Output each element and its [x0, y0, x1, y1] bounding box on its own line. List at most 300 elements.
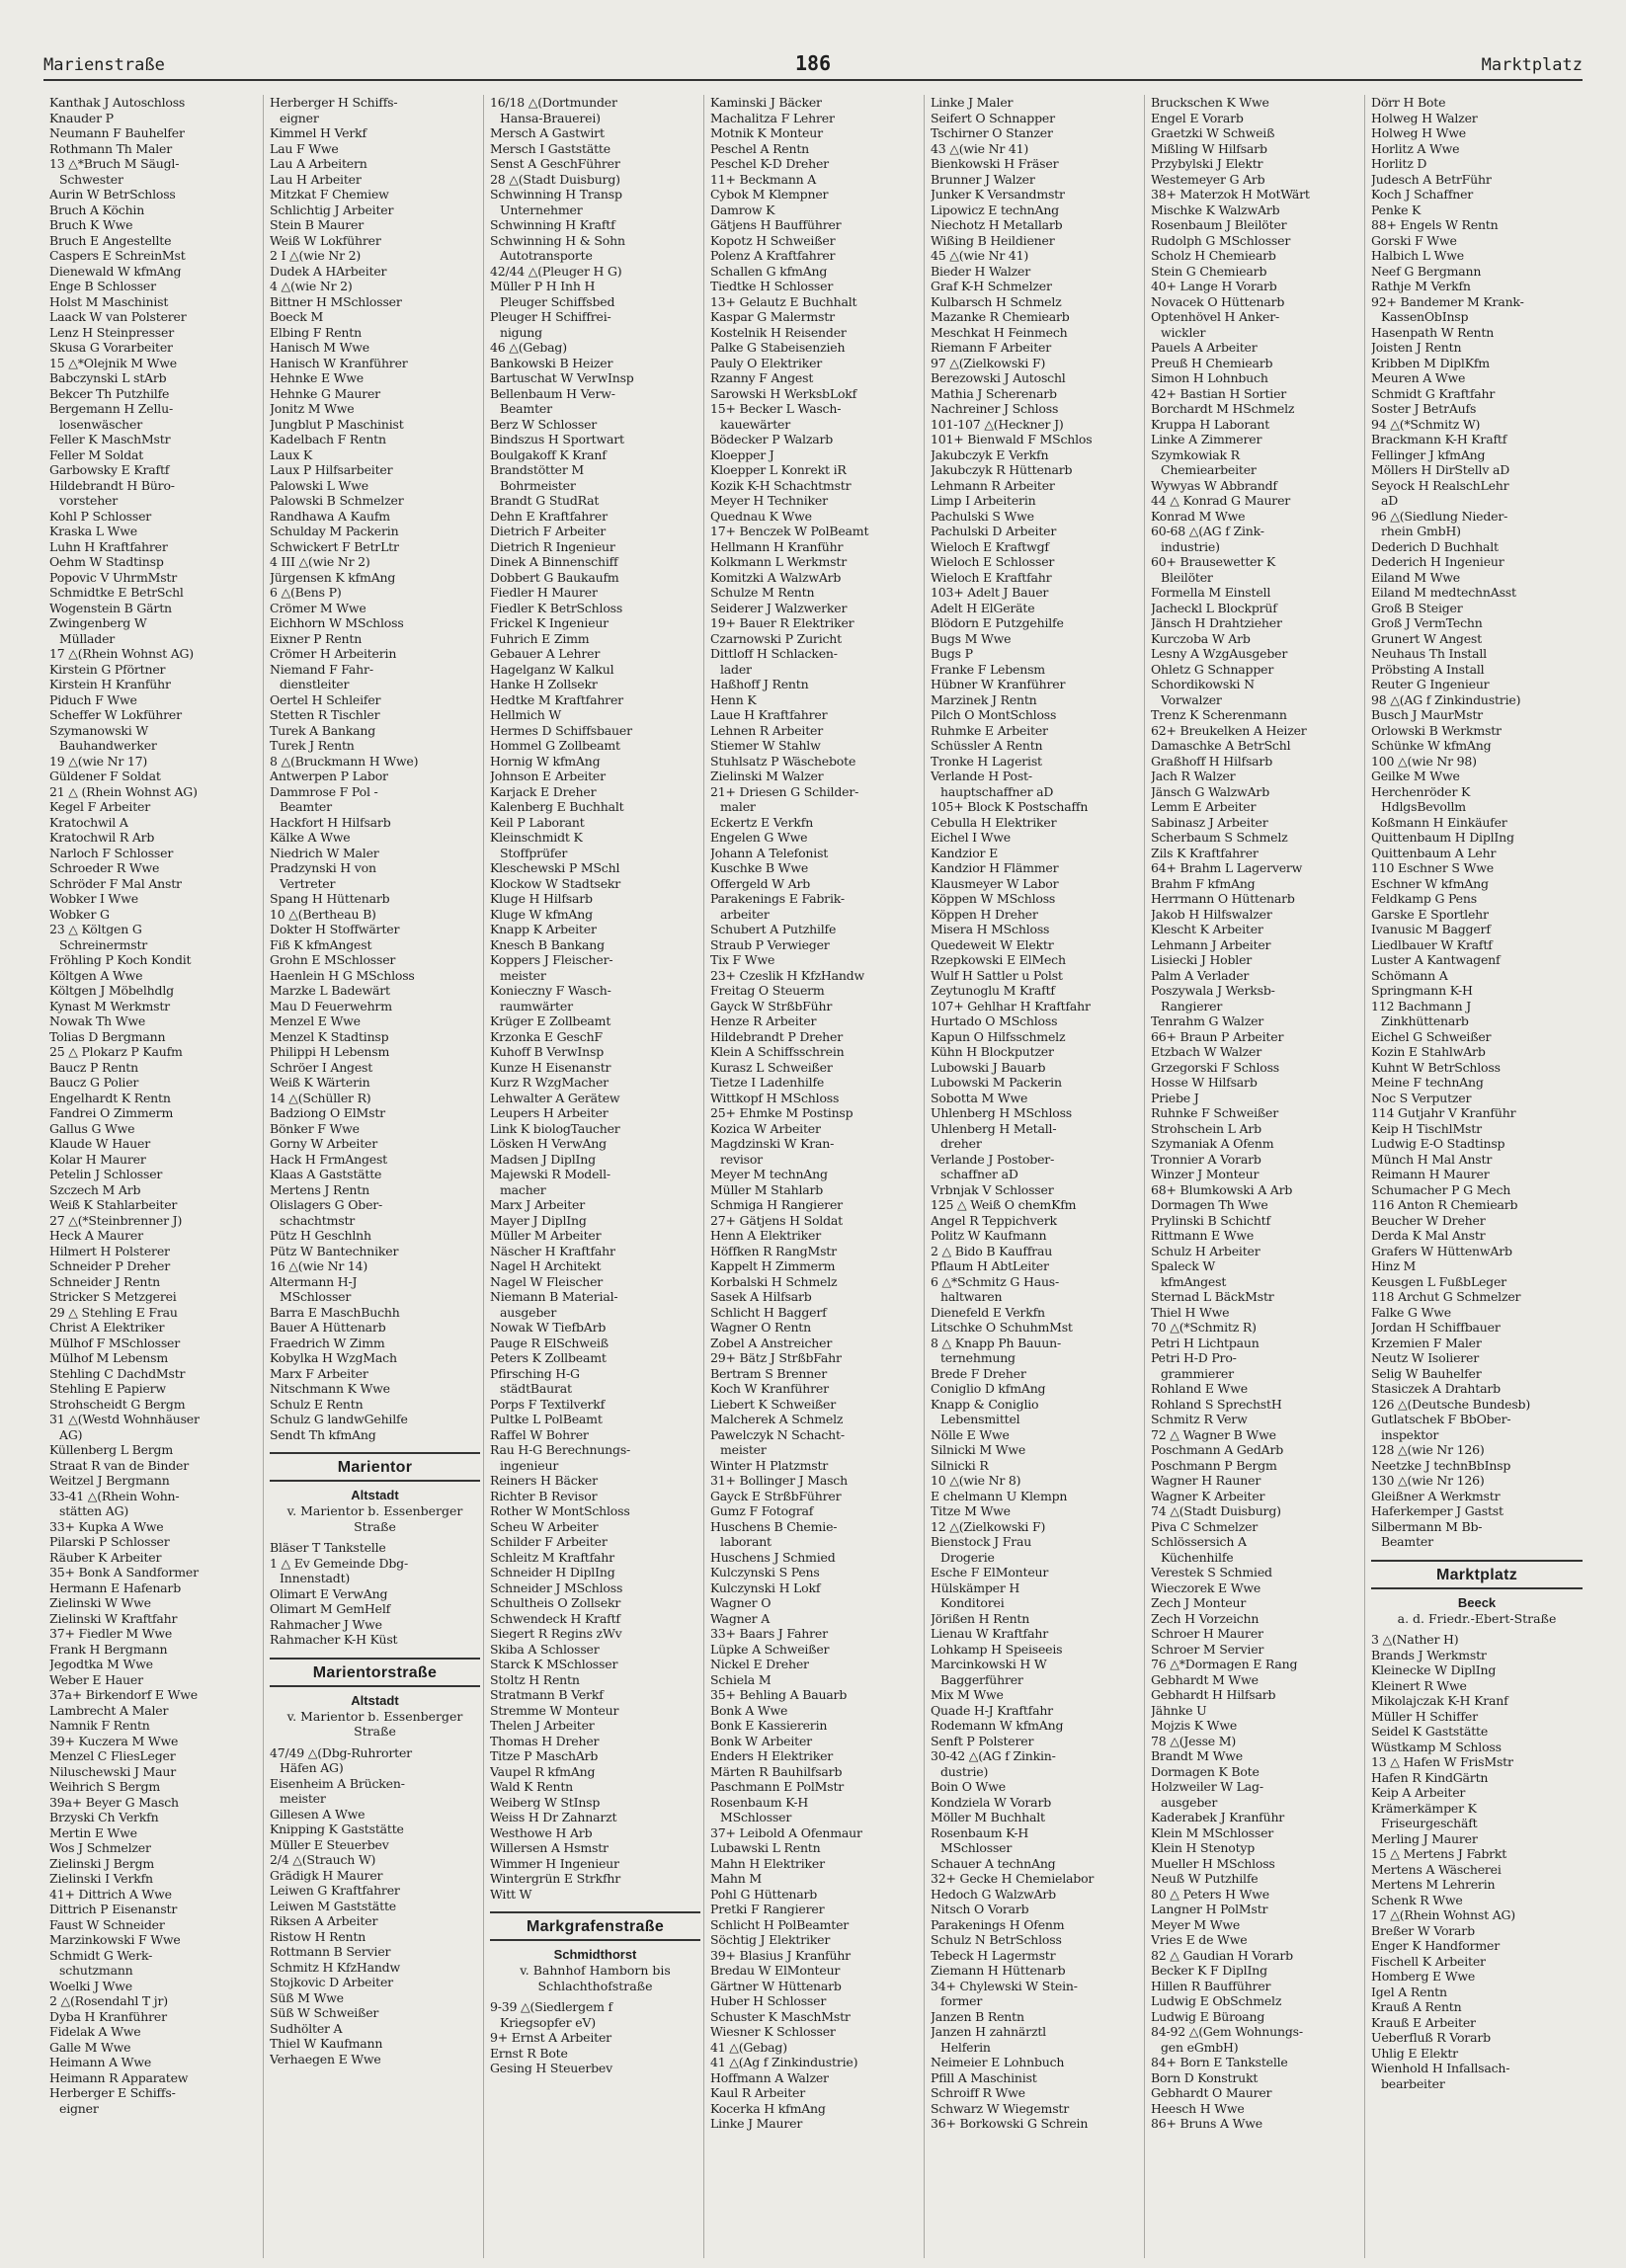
house-entry: 12 △(Zielkowski F) [931, 1518, 1046, 1534]
entry-continuation: nigung [500, 324, 542, 340]
resident-entry: Petri H-D Pro- [1151, 1350, 1237, 1365]
resident-entry: Schulz H Arbeiter [1151, 1243, 1260, 1258]
house-entry: 82 △ Gaudian H Vorarb [1151, 1947, 1293, 1963]
entry-continuation: Chemiearbeiter [1161, 462, 1257, 477]
entry-continuation: Küchenhilfe [1161, 1549, 1234, 1565]
resident-entry: Nitschmann K Wwe [270, 1381, 390, 1396]
resident-entry: Kunze H Eisenanstr [490, 1059, 611, 1075]
house-entry: 11+ Beckmann A [710, 171, 817, 187]
entry-continuation: bearbeiter [1381, 2075, 1445, 2091]
resident-entry: Eichel I Wwe [931, 830, 1011, 845]
resident-entry: Schroer H Maurer [1151, 1626, 1263, 1641]
resident-entry: Starck K MSchlosser [490, 1657, 618, 1671]
house-entry: 62+ Breukelken A Heizer [1151, 722, 1307, 738]
house-entry: 23+ Czeslik H KfzHandw [710, 967, 864, 983]
resident-entry: Hilmert H Polsterer [49, 1243, 170, 1258]
resident-entry: Brandstötter M [490, 462, 585, 477]
resident-entry: Crömer M Wwe [270, 600, 366, 615]
resident-entry: Süß W Schweißer [270, 2005, 379, 2020]
resident-entry: Mikolajczak K-H Kranf [1371, 1693, 1508, 1708]
house-entry: 103+ Adelt J Bauer [931, 585, 1049, 600]
resident-entry: Jonitz M Wwe [270, 401, 355, 416]
resident-entry: Coniglio D kfmAng [931, 1381, 1046, 1396]
resident-entry: Dederich H Ingenieur [1371, 554, 1504, 569]
resident-entry: Jakob H Hilfswalzer [1151, 906, 1272, 922]
resident-entry: Scheffer W Lokführer [49, 707, 182, 722]
entry-continuation: Autotransporte [500, 248, 593, 263]
resident-entry: Wienhold H Infallsach- [1371, 2061, 1510, 2075]
house-entry: 128 △(wie Nr 126) [1371, 1442, 1485, 1457]
resident-entry: Möllers H DirStellv aD [1371, 462, 1510, 477]
resident-entry: Baucz P Rentn [49, 1059, 138, 1075]
resident-entry: Thiel H Wwe [1151, 1304, 1230, 1320]
resident-entry: Kurasz L Schweißer [710, 1059, 833, 1075]
resident-entry: Lenz H Steinpresser [49, 324, 174, 340]
resident-entry: Gleißner A Werkmstr [1371, 1488, 1501, 1503]
resident-entry: Angel R Teppichverk [931, 1212, 1057, 1228]
resident-entry: Schubert A Putzhilfe [710, 922, 837, 936]
resident-entry: Mahn H Elektriker [710, 1855, 825, 1871]
resident-entry: Lohkamp H Speiseeis [931, 1641, 1063, 1657]
resident-entry: Pauge R ElSchweiß [490, 1335, 609, 1350]
resident-entry: Tiedtke H Schlosser [710, 279, 834, 293]
resident-entry: Rother W MontSchloss [490, 1503, 630, 1518]
resident-entry: Rodemann W kfmAng [931, 1718, 1064, 1733]
resident-entry: Dehn E Kraftfahrer [490, 508, 608, 524]
resident-entry: Politz W Kaufmann [931, 1228, 1047, 1243]
resident-entry: Palowski L Wwe [270, 477, 368, 493]
entry-continuation: meister [500, 967, 546, 983]
resident-entry: Zobel A Anstreicher [710, 1335, 833, 1350]
resident-entry: Heimann R Apparatew [49, 2069, 189, 2085]
house-entry: 42/44 △(Pleuger H G) [490, 263, 622, 279]
resident-entry: Weihrich S Bergm [49, 1779, 161, 1794]
house-entry: 6 △*Schmitz G Haus- [931, 1273, 1060, 1289]
resident-entry: Berezowski J Autoschl [931, 370, 1066, 385]
resident-entry: Peschel K-D Dreher [710, 156, 829, 171]
resident-entry: Rosenbaum K-H [710, 1794, 809, 1810]
resident-entry: Klockow W Stadtsekr [490, 875, 621, 891]
entry-continuation: Bohrmeister [500, 477, 576, 493]
resident-entry: Groß B Steiger [1371, 600, 1463, 615]
house-entry: 107+ Gehlhar H Kraftfahr [931, 998, 1091, 1013]
resident-entry: Konrad M Wwe [1151, 508, 1246, 524]
house-entry: 15+ Becker L Wasch- [710, 401, 842, 416]
resident-entry: Meuren A Wwe [1371, 370, 1466, 385]
resident-entry: Schroeder R Wwe [49, 860, 160, 875]
resident-entry: Marzke L Badewärt [270, 983, 390, 998]
resident-entry: Kleinecke W DiplIng [1371, 1662, 1497, 1677]
resident-entry: Misera H MSchloss [931, 922, 1050, 936]
resident-entry: Stetten R Tischler [270, 707, 380, 722]
resident-entry: Wagner O Rentn [710, 1320, 811, 1335]
resident-entry: Wos J Schmelzer [49, 1840, 151, 1855]
house-entry: 32+ Gecke H Chemielabor [931, 1871, 1095, 1886]
resident-entry: Horlitz A Wwe [1371, 140, 1460, 156]
resident-entry: Marzinkowski F Wwe [49, 1932, 181, 1947]
resident-entry: Herberger E Schiffs- [49, 2085, 176, 2100]
house-entry: 15 △ Mertens J Fabrkt [1371, 1846, 1507, 1861]
resident-entry: Beucher W Dreher [1371, 1212, 1486, 1228]
resident-entry: Schuster K MaschMstr [710, 2008, 851, 2024]
house-entry: 64+ Brahm L Lagerverw [1151, 860, 1303, 875]
resident-entry: Bindszus H Sportwart [490, 432, 624, 446]
resident-entry: Henze R Arbeiter [710, 1013, 817, 1028]
resident-entry: Becker K F DiplIng [1151, 1963, 1267, 1978]
resident-entry: Knapp & Coniglio [931, 1396, 1039, 1412]
resident-entry: Weiberg W StInsp [490, 1794, 601, 1810]
house-entry: 21 △ (Rhein Wohnst AG) [49, 783, 198, 799]
resident-entry: Tolias D Bergmann [49, 1028, 166, 1044]
resident-entry: Derda K Mal Anstr [1371, 1228, 1486, 1243]
resident-entry: Huschens B Chemie- [710, 1518, 838, 1534]
resident-entry: Silbermann M Bb- [1371, 1518, 1483, 1534]
resident-entry: Dörr H Bote [1371, 95, 1446, 110]
resident-entry: Dittloff H Schlacken- [710, 646, 838, 661]
resident-entry: Bödecker P Walzarb [710, 432, 834, 446]
resident-entry: Marcinkowski H W [931, 1657, 1047, 1671]
resident-entry: Stricker S Metzgerei [49, 1289, 177, 1304]
resident-entry: Motnik K Monteur [710, 125, 823, 140]
resident-entry: Springmann K-H [1371, 983, 1473, 998]
resident-entry: Bruckschen K Wwe [1151, 95, 1269, 110]
resident-entry: Enders H Elektriker [710, 1748, 834, 1763]
resident-entry: Pilch O MontSchloss [931, 707, 1057, 722]
resident-entry: Hoffmann A Walzer [710, 2069, 829, 2085]
resident-entry: Dokter H Stoffwärter [270, 922, 400, 936]
resident-entry: Reimann H Maurer [1371, 1167, 1490, 1181]
resident-entry: Neetzke J technBbInsp [1371, 1457, 1511, 1473]
resident-entry: Kadelbach F Rentn [270, 432, 386, 446]
resident-entry: Poschmann P Bergm [1151, 1457, 1277, 1473]
resident-entry: Olimart M GemHelf [270, 1601, 391, 1616]
resident-entry: Korbalski H Schmelz [710, 1273, 838, 1289]
resident-entry: Linke J Maurer [710, 2116, 803, 2131]
resident-entry: Mitzkat F Chemiew [270, 187, 389, 202]
resident-entry: Mersch A Gastwirt [490, 125, 605, 140]
house-entry: 28 △(Stadt Duisburg) [490, 171, 620, 187]
resident-entry: Feller M Soldat [49, 446, 144, 462]
resident-entry: Barra E MaschBuchh [270, 1304, 400, 1320]
resident-entry: Räuber K Arbeiter [49, 1549, 162, 1565]
entry-continuation: Stoffprüfer [500, 845, 568, 860]
resident-entry: Thomas H Dreher [490, 1733, 600, 1748]
resident-entry: Schwinning H & Sohn [490, 232, 625, 248]
resident-entry: Fidelak A Wwe [49, 2024, 141, 2039]
resident-entry: Weiß W Lokführer [270, 232, 381, 248]
resident-entry: Klaude W Hauer [49, 1136, 151, 1151]
resident-entry: Luster A Kantwagenf [1371, 952, 1501, 967]
resident-entry: Bittner H MSchlosser [270, 293, 402, 309]
resident-entry: Fiedler K BetrSchloss [490, 600, 623, 615]
resident-entry: Schüssler A Rentn [931, 738, 1043, 753]
resident-entry: Vaupel R kfmAng [490, 1763, 596, 1779]
resident-entry: Liedlbauer W Kraftf [1371, 936, 1493, 952]
resident-entry: Riksen A Arbeiter [270, 1913, 378, 1928]
resident-entry: Strohschein L Arb [1151, 1120, 1261, 1136]
resident-entry: Müller H Schiffer [1371, 1708, 1478, 1724]
resident-entry: Priebe J [1151, 1090, 1199, 1105]
resident-entry: Kaminski J Bäcker [710, 95, 822, 110]
resident-entry: Kimmel H Verkf [270, 125, 366, 140]
resident-entry: Herchenröder K [1371, 783, 1471, 799]
resident-entry: Blödorn E Putzgehilfe [931, 615, 1064, 630]
resident-entry: Schilder F Arbeiter [490, 1534, 608, 1549]
resident-entry: Wintergrün E Strkfhr [490, 1871, 621, 1886]
resident-entry: E chelmann U Klempn [931, 1488, 1068, 1503]
resident-entry: Machalitza F Lehrer [710, 110, 835, 125]
resident-entry: Mueller H MSchloss [1151, 1855, 1275, 1871]
resident-entry: Rau H-G Berechnungs- [490, 1442, 631, 1457]
resident-entry: Holzweiler W Lag- [1151, 1779, 1263, 1794]
house-entry: 8 △ Knapp Ph Bauun- [931, 1335, 1061, 1350]
resident-entry: Olimart E VerwAng [270, 1585, 388, 1601]
resident-entry: Sudhölter A [270, 2020, 343, 2036]
resident-entry: Dietrich R Ingenieur [490, 538, 615, 554]
resident-entry: Seidel K Gaststätte [1371, 1724, 1489, 1739]
entry-continuation: wickler [1161, 324, 1206, 340]
resident-entry: Gebhardt M Wwe [1151, 1671, 1259, 1687]
resident-entry: Jakubczyk R Hüttenarb [931, 462, 1073, 477]
resident-entry: Wogenstein B Gärtn [49, 600, 172, 615]
house-entry: 39+ Blasius J Kranführ [710, 1947, 851, 1963]
resident-entry: Küllenberg L Bergm [49, 1442, 173, 1457]
resident-entry: Winzer J Monteur [1151, 1167, 1260, 1181]
entry-continuation: AG) [59, 1426, 83, 1442]
resident-entry: Poschmann A GedArb [1151, 1442, 1284, 1457]
resident-entry: Jänsch H Drahtzieher [1151, 615, 1282, 630]
resident-entry: Lubowski M Packerin [931, 1075, 1062, 1090]
resident-entry: Hackfort H Hilfsarb [270, 814, 391, 830]
resident-entry: Engelhardt K Rentn [49, 1090, 171, 1105]
resident-entry: Seyock H RealschLehr [1371, 477, 1509, 493]
resident-entry: Liebert K Schweißer [710, 1396, 837, 1412]
house-entry: 16 △(wie Nr 14) [270, 1258, 368, 1273]
resident-entry: Schleitz M Kraftfahr [490, 1549, 614, 1565]
house-entry: 19+ Bauer R Elektriker [710, 615, 854, 630]
entry-continuation: MSchlosser [720, 1810, 792, 1824]
resident-entry: Crömer H Arbeiterin [270, 646, 397, 661]
resident-entry: Brandt G StudRat [490, 493, 600, 508]
resident-entry: Wißing B Heildiener [931, 232, 1055, 248]
resident-entry: Kleschewski P MSchl [490, 860, 620, 875]
resident-entry: Holst M Maschinist [49, 293, 169, 309]
resident-entry: Verlande J Postober- [931, 1151, 1055, 1167]
resident-entry: Dietrich F Arbeiter [490, 524, 607, 538]
column-1 [43, 95, 264, 2258]
resident-entry: Lösken H VerwAng [490, 1136, 607, 1151]
house-entry: 33+ Kupka A Wwe [49, 1518, 164, 1534]
house-entry: 13 △ Hafen W FrisMstr [1371, 1754, 1513, 1769]
resident-entry: Bruch A Köchin [49, 202, 145, 217]
resident-entry: Richter B Revisor [490, 1488, 598, 1503]
resident-entry: Wieloch E Kraftfahr [931, 569, 1052, 585]
house-entry: 94 △(*Schmitz W) [1371, 416, 1481, 432]
resident-entry: Fandrei O Zimmerm [49, 1105, 174, 1120]
entry-continuation: Müllader [59, 630, 116, 646]
street-extent: v. Bahnhof Hamborn bis Schlachthofstraße [520, 1963, 671, 1993]
resident-entry: Kappelt H Zimmerm [710, 1258, 836, 1273]
house-entry: 98 △(AG f Zinkindustrie) [1371, 691, 1521, 707]
resident-entry: Janzen H zahnärztl [931, 2024, 1046, 2039]
resident-entry: Riemann F Arbeiter [931, 340, 1052, 355]
entry-continuation: gen eGmbH) [1161, 2039, 1239, 2055]
resident-entry: Schultheis O Zollsekr [490, 1595, 621, 1610]
resident-entry: Linke J Maler [931, 95, 1014, 110]
resident-entry: Willersen A Hsmstr [490, 1840, 609, 1855]
resident-entry: Dittrich P Eisenanstr [49, 1902, 178, 1916]
resident-entry: Stein G Chemiearb [1151, 263, 1267, 279]
resident-entry: Eckertz E Verkfn [710, 814, 814, 830]
resident-entry: Weiß K Stahlarbeiter [49, 1197, 178, 1212]
column-3 [484, 95, 704, 2258]
resident-entry: Müller P H Inh H [490, 279, 596, 293]
house-entry: 23 △ Költgen G [49, 922, 142, 936]
resident-entry: Czarnowski P Zuricht [710, 630, 842, 646]
resident-entry: Gesing H Steuerbev [490, 2061, 612, 2075]
resident-entry: Brzyski Ch Verkfn [49, 1810, 159, 1824]
resident-entry: Kanthak J Autoschloss [49, 95, 186, 110]
resident-entry: Quedeweit W Elektr [931, 936, 1054, 952]
resident-entry: Weber E Hauer [49, 1671, 143, 1687]
resident-entry: Kalenberg E Buchhalt [490, 799, 624, 814]
resident-entry: Klein M MSchlosser [1151, 1824, 1274, 1840]
entry-continuation: Vertreter [280, 875, 336, 891]
resident-entry: Niemann B Material- [490, 1289, 618, 1304]
resident-entry: Huber H Schlosser [710, 1993, 827, 2008]
resident-entry: Reuter G Ingenieur [1371, 677, 1490, 691]
house-entry: 84-92 △(Gem Wohnungs- [1151, 2024, 1303, 2039]
resident-entry: Eiland M Wwe [1371, 569, 1460, 585]
house-entry: 72 △ Wagner B Wwe [1151, 1426, 1276, 1442]
resident-entry: Schumacher P G Mech [1371, 1181, 1511, 1197]
resident-entry: Bieder H Walzer [931, 263, 1030, 279]
resident-entry: Etzbach W Walzer [1151, 1044, 1262, 1059]
entry-continuation: Hansa-Brauerei) [500, 110, 601, 125]
resident-entry: Mischke K WalzwArb [1151, 202, 1280, 217]
resident-entry: Rosenbaum K-H [931, 1824, 1029, 1840]
resident-entry: Zielinski J Bergm [49, 1855, 155, 1871]
resident-entry: Näscher H Kraftfahr [490, 1243, 615, 1258]
resident-entry: Rathje M Verkfn [1371, 279, 1471, 293]
resident-entry: Silnicki M Wwe [931, 1442, 1026, 1457]
resident-entry: Kondziela W Vorarb [931, 1794, 1052, 1810]
resident-entry: Garske E Sportlehr [1371, 906, 1489, 922]
resident-entry: Verhaegen E Wwe [270, 2051, 381, 2066]
resident-entry: Sendt Th kfmAng [270, 1426, 376, 1442]
house-entry: 47/49 △(Dbg-Ruhrorter [270, 1744, 412, 1760]
resident-entry: Neef G Bergmann [1371, 263, 1482, 279]
resident-entry: Limp I Arbeiterin [931, 493, 1036, 508]
column-2 [264, 95, 484, 2258]
resident-entry: Seiderer J Walzwerker [710, 600, 848, 615]
resident-entry: Dormagen K Bote [1151, 1763, 1260, 1779]
resident-entry: Verlande H Post- [931, 769, 1032, 783]
resident-entry: Lüpke A Schweißer [710, 1641, 830, 1657]
house-entry: 92+ Bandemer M Krank- [1371, 293, 1524, 309]
house-entry: 68+ Blumkowski A Arb [1151, 1181, 1293, 1197]
house-entry: 42+ Bastian H Sortier [1151, 385, 1287, 401]
house-entry: 33-41 △(Rhein Wohn- [49, 1488, 180, 1503]
resident-entry: Gillesen A Wwe [270, 1806, 366, 1822]
resident-entry: Schmidtke E BetrSchl [49, 585, 184, 600]
resident-entry: Johann A Telefonist [710, 845, 829, 860]
resident-entry: Aurin W BetrSchloss [49, 187, 176, 202]
resident-entry: Palowski B Schmelzer [270, 493, 404, 508]
resident-entry: Parakenings H Ofenm [931, 1916, 1065, 1932]
resident-entry: Krauß E Arbeiter [1371, 2014, 1476, 2030]
resident-entry: Schmidt G Werk- [49, 1947, 153, 1963]
house-entry: 74 △(Stadt Duisburg) [1151, 1503, 1281, 1518]
house-entry: 76 △*Dormagen E Rang [1151, 1657, 1298, 1671]
resident-entry: Hosse W Hilfsarb [1151, 1075, 1258, 1090]
resident-entry: Mazanke R Chemiearb [931, 309, 1070, 324]
entry-continuation: raumwärter [500, 998, 573, 1013]
resident-entry: Bellenbaum H Verw- [490, 385, 615, 401]
house-entry: 13+ Gelautz E Buchhalt [710, 293, 857, 309]
resident-entry: Kocerka H kfmAng [710, 2100, 826, 2116]
resident-entry: Haenlein H G MSchloss [270, 967, 415, 983]
resident-entry: Christ A Elektriker [49, 1320, 165, 1335]
resident-entry: Stuhlsatz P Wäschebote [710, 753, 856, 769]
resident-entry: Babczynski L stArb [49, 370, 167, 385]
resident-entry: Leiwen G Kraftfahrer [270, 1883, 400, 1898]
resident-entry: Kirstein G Pförtner [49, 661, 166, 677]
resident-entry: Dobbert G Baukaufm [490, 569, 619, 585]
resident-entry: Pflaum H AbtLeiter [931, 1258, 1049, 1273]
resident-entry: Menzel C FliesLeger [49, 1748, 176, 1763]
entry-continuation: Pleuger Schiffsbed [500, 293, 615, 309]
entry-continuation: hauptschaffner aD [940, 783, 1054, 799]
resident-entry: Dederich D Buchhalt [1371, 538, 1499, 554]
resident-entry: Straat R van de Binder [49, 1457, 189, 1473]
house-entry: 29 △ Stehling E Frau [49, 1304, 178, 1320]
resident-entry: Noc S Verputzer [1371, 1090, 1472, 1105]
resident-entry: Kurz R WzgMacher [490, 1075, 609, 1090]
resident-entry: Niedrich W Maler [270, 845, 379, 860]
resident-entry: Tix F Wwe [710, 952, 775, 967]
house-entry: 8 △(Bruckmann H Wwe) [270, 753, 419, 769]
resident-entry: Wüstkamp M Schloss [1371, 1739, 1502, 1754]
resident-entry: Schroer M Servier [1151, 1641, 1264, 1657]
resident-entry: Hellmich W [490, 707, 562, 722]
resident-entry: Schlicht H Baggerf [710, 1304, 827, 1320]
house-entry: 40+ Lange H Vorarb [1151, 279, 1277, 293]
street-extent: a. d. Friedr.-Ebert-Straße [1397, 1610, 1557, 1626]
resident-entry: Pfirsching H-G [490, 1365, 580, 1381]
entry-continuation: rhein GmbH) [1381, 524, 1461, 538]
house-entry: 114 Gutjahr V Kranführ [1371, 1105, 1516, 1120]
resident-entry: Hanisch M Wwe [270, 340, 369, 355]
entry-continuation: MSchlosser [280, 1289, 352, 1304]
house-entry: 16/18 △(Dortmunder [490, 95, 617, 110]
resident-entry: Meyer M Wwe [1151, 1916, 1241, 1932]
resident-entry: Kozin E StahlwArb [1371, 1044, 1486, 1059]
resident-entry: Boeck M [270, 309, 324, 324]
resident-entry: Jähnke U [1151, 1702, 1207, 1718]
resident-entry: Marx J Arbeiter [490, 1197, 586, 1212]
resident-entry: Verestek S Schmied [1151, 1565, 1272, 1580]
resident-entry: Bönker F Wwe [270, 1120, 360, 1136]
resident-entry: Höffken R RangMstr [710, 1243, 837, 1258]
street-extent: v. Marientor b. Essenberger Straße [286, 1708, 463, 1739]
entry-continuation: haltwaren [940, 1289, 1003, 1304]
resident-entry: Schwendeck H Kraftf [490, 1610, 620, 1626]
resident-entry: Lemm E Arbeiter [1151, 799, 1257, 814]
resident-entry: Boulgakoff K Kranf [490, 446, 607, 462]
entry-continuation: kauewärter [720, 416, 790, 432]
resident-entry: Nölle E Wwe [931, 1426, 1010, 1442]
